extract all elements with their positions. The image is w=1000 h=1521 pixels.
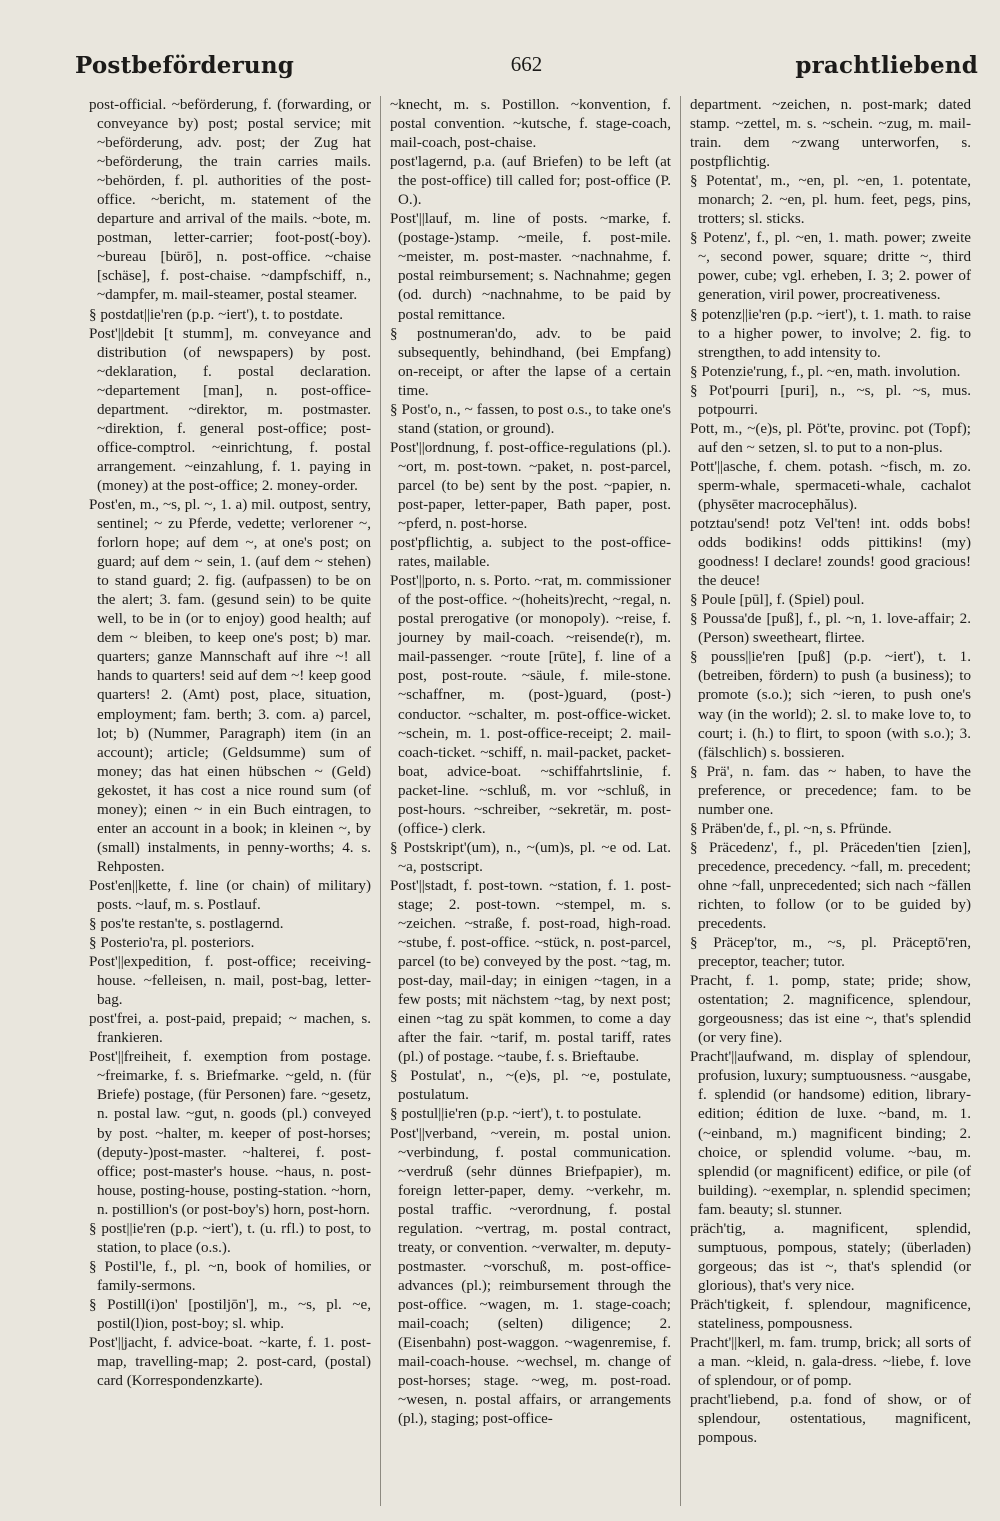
dictionary-entry: Pracht'||kerl, m. fam. trump, brick; all sorts of a man. ~kleid, n. gala-dress. ~liebe, f. love of splendour, or of pomp. xyxy=(690,1335,971,1390)
dictionary-entry: Post'||lauf, m. line of posts. ~marke, f. (postage-)stamp. ~meile, f. post-mile. ~meister, m. post-master. ~nachnahme, f. postal reimbursement; s. Nachnahme; gegen (od. durch) ~nachnahme, to be paid by postal remittance. xyxy=(390,211,671,323)
dictionary-entry: § pos'te restan'te, s. postlagernd. xyxy=(89,916,284,933)
dictionary-entry: Post'||ordnung, f. post-office-regulations (pl.). ~ort, m. post-town. ~paket, n. post-parcel, parcel (to be) sent by the post. ~papier, n. post-paper, letter-paper, Bath paper, post. ~pferd, n. post-horse. xyxy=(390,439,671,533)
dictionary-entry: Post'||expedition, f. post-office; receiving-house. ~felleisen, n. mail, post-bag, letter-bag. xyxy=(89,954,371,1009)
dictionary-entry: Post'||porto, n. s. Porto. ~rat, m. commissioner of the post-office. ~(hoheits)recht, ~regal, n. postal prerogative (or monopoly). ~reise, f. journey by mail-coach. ~reisende(r), m. mail-passenger. ~route [rūte], f. line of a post, post-route. ~säule, f. mile-stone. ~schaffner, m. (post-)guard, (post-) conductor. ~schalter, m. post-office-wicket. ~schein, m. 1. post-office-receipt; 2. mail-coach-ticket. ~schiff, n. mail-packet, packet-boat, advice-boat. ~schiffahrtslinie, f. packet-line. ~schluß, m. vor ~schluß, in post-hours. ~schreiber, ~sekretär, m. post-(office-) clerk. xyxy=(390,573,671,837)
dictionary-entry: Pracht'||aufwand, m. display of splendour, profusion, luxury; sumptuousness. ~ausgabe, f. splendid (or handsome) edition, library-edition; édition de luxe. ~band, m. 1. (~einband, m.) magnificent binding; 2. choice, or splendid volume. ~bau, m. splendid (or magnificent) edifice, or pile (of building). ~exemplar, n. splendid specimen; fam. beauty; sl. stunner. xyxy=(690,1049,971,1218)
dictionary-entry: Post'||debit [t stumm], m. conveyance and distribution (of newspapers) by post. ~deklaration, f. postal declaration. ~departement [man], n. post-office-department. ~direktor, m. postmaster. ~direktion, f. general post-office; post-office-comptrol. ~einrichtung, f. postal arrangement. ~einzahlung, f. 1. paying in (money) at the post-office; 2. money-order. xyxy=(89,325,371,494)
dictionary-entry: § Pot'pourri [puri], n., ~s, pl. ~s, mus. potpourri. xyxy=(690,382,971,418)
dictionary-entry: Pott'||asche, f. chem. potash. ~fisch, m. zo. sperm-whale, spermaceti-whale, cachalot (physēter macrocephălus). xyxy=(690,458,971,513)
dictionary-entry: department. ~zeichen, n. post-mark; dated stamp. ~zettel, m. s. ~schein. ~zug, m. mail-train. dem ~zwang unterworfen, s. postpflichtig. xyxy=(690,97,971,171)
dictionary-entry: § Post'o, n., ~ fassen, to post o.s., to take one's stand (station, or ground). xyxy=(390,401,671,437)
dictionary-entry: § postnumeran'do, adv. to be paid subsequently, behindhand, (bei Empfang) on-receipt, or after the lapse of a certain time. xyxy=(390,325,671,399)
dictionary-entry: post'frei, a. post-paid, prepaid; ~ machen, s. frankieren. xyxy=(89,1011,371,1047)
dictionary-entry: § Postulat', n., ~(e)s, pl. ~e, postulate, postulatum. xyxy=(390,1068,671,1104)
dictionary-entry: § Potenz', f., pl. ~en, 1. math. power; zweite ~, second power, square; dritte ~, third power, cube; vgl. erheben, I. 3; 2. power of generation, viril power, procreativeness. xyxy=(690,230,971,304)
dictionary-entry: § Präben'de, f., pl. ~n, s. Pfründe. xyxy=(690,820,892,837)
dictionary-entry: § Postskript'(um), n., ~(um)s, pl. ~e od. Lat. ~a, postscript. xyxy=(390,839,671,875)
dictionary-entry: präch'tig, a. magnificent, splendid, sumptuous, pompous, stately; (überladen) gorgeous; das ist ~, that's splendid (or glorious), that's very nice. xyxy=(690,1220,971,1294)
dictionary-entry: § Posterio'ra, pl. posteriors. xyxy=(89,935,255,952)
dictionary-entry: § Poussa'de [puß], f., pl. ~n, 1. love-affair; 2. (Person) sweetheart, flirtee. xyxy=(690,611,971,647)
page-number: 662 xyxy=(510,52,543,76)
header-left-catchword: Postbeförderung xyxy=(75,52,295,79)
dictionary-entry: Post'||jacht, f. advice-boat. ~karte, f. 1. post-map, travelling-map; 2. post-card, (postal) card (Korrespondenzkarte). xyxy=(89,1335,371,1390)
dictionary-entry: Post'||freiheit, f. exemption from postage. ~freimarke, f. s. Briefmarke. ~geld, n. (für Briefe) postage, (für Personen) fare. ~gesetz, n. postal law. ~gut, n. goods (pl.) conveyed by post. ~halter, m. keeper of post-horses; (deputy-)post-master. ~halterei, f. post-office; post-master's house. ~haus, n. post-house, posting-house, posting-station. ~horn, n. postillion's (or post-boy's) horn, post-horn. xyxy=(89,1049,371,1218)
dictionary-entry: § Präcep'tor, m., ~s, pl. Präceptō'ren, preceptor, teacher; tutor. xyxy=(690,935,971,971)
dictionary-entry: § postul||ie'ren (p.p. ~iert'), t. to postulate. xyxy=(390,1106,642,1123)
dictionary-entry: § Postil'le, f., pl. ~n, book of homilies, or family-sermons. xyxy=(89,1258,371,1294)
dictionary-entry: § post||ie'ren (p.p. ~iert'), t. (u. rfl.) to post, to station, to place (o.s.). xyxy=(89,1220,371,1256)
dictionary-entry: post-official. ~beförderung, f. (forwarding, or conveyance by) post; postal service; mit ~beförderung, adv. post; der Zug hat ~beförderung, the train carries mails. ~behörden, f. pl. authorities of the post-office. ~bericht, m. statement of the departure and arrival of the mails. ~bote, m. postman, letter-carrier; foot-post(-boy). ~bureau [bürō], n. post-office. ~chaise [schäse], f. post-chaise. ~dampfschiff, n., ~dampfer, m. mail-steamer, postal steamer. xyxy=(89,97,371,304)
dictionary-entry: § Potentat', m., ~en, pl. ~en, 1. potentate, monarch; 2. ~en, pl. hum. feet, pegs, pins, trotters; sl. sticks. xyxy=(690,173,971,228)
dictionary-entry: Post'en, m., ~s, pl. ~, 1. a) mil. outpost, sentry, sentinel; ~ zu Pferde, vedette; verlorener ~, forlorn hope; auf dem ~, at one's post; on guard; auf dem ~ sein, 1. (auf dem ~ stehen) to stand guard; 2. fig. (aufpassen) to be on the alert; 3. fam. (gesund sein) to be quite well, to be in (or to enjoy) good health; auf dem ~ bleiben, to keep one's post; b) mar. quarters; ganze Mannschaft auf ihre ~! all hands to quarters! seid auf dem ~! keep good quarters! 2. (Amt) post, place, situation, employment; fam. berth; 3. com. a) parcel, lot; b) (Nummer, Paragraph) item (in an account); article; (Geldsumme) sum of money; das hat einen hübschen ~ (Geld) gekostet, it has cost a nice round sum (of money); einen ~ in ein Buch eintragen, to enter an account in a book; in kleinen ~, by (small) instalments, in penny-worths; 4. s. Rehposten. xyxy=(89,496,371,875)
column-3 xyxy=(680,96,980,1506)
dictionary-entry: post'pflichtig, a. subject to the post-office-rates, mailable. xyxy=(390,535,671,571)
dictionary-entry: Pracht, f. 1. pomp, state; pride; show, ostentation; 2. magnificence, splendour, gorgeousness; das ist eine ~, that's splendid (or very fine). xyxy=(690,973,971,1047)
dictionary-entry: post'lagernd, p.a. (auf Briefen) to be left (at the post-office) till called for; post-office (P. O.). xyxy=(390,154,671,209)
column-1 xyxy=(80,96,380,1506)
dictionary-entry: § potenz||ie'ren (p.p. ~iert'), t. 1. math. to raise to a higher power, to involve; 2. fig. to strengthen, to add intensity to. xyxy=(690,306,971,361)
dictionary-entry: Präch'tigkeit, f. splendour, magnificence, stateliness, pompousness. xyxy=(690,1296,971,1332)
dictionary-entry: § Prä', n. fam. das ~ haben, to have the preference, or precedence; fam. to be number one. xyxy=(690,763,971,818)
dictionary-entry: Post'en||kette, f. line (or chain) of military) posts. ~lauf, m. s. Postlauf. xyxy=(89,877,371,913)
dictionary-entry: Post'||stadt, f. post-town. ~station, f. 1. post-stage; 2. post-town. ~stempel, m. s. ~zeichen. ~straße, f. post-road, high-road. ~stube, f. post-office. ~stück, n. post-parcel, parcel (to be) conveyed by the post. ~tag, m. post-day, mail-day; in einigen ~tagen, in a few posts; mit nächstem ~tag, by next post; einen ~tag zu spät kommen, to come a day after the fair. ~tarif, m. postal tariff, rates (pl.) of postage. ~taube, f. s. Brieftaube. xyxy=(390,877,671,1066)
dictionary-entry: § Poule [pūl], f. (Spiel) poul. xyxy=(690,592,865,609)
dictionary-entry: potztau'send! potz Vel'ten! int. odds bobs! odds bodikins! odds pittikins! (my) goodness! I declare! zounds! good gracious! the deuce! xyxy=(690,516,971,590)
dictionary-entry: § Potenzie'rung, f., pl. ~en, math. involution. xyxy=(690,363,961,380)
dictionary-entry: pracht'liebend, p.a. fond of show, or of splendour, ostentatious, magnificent, pompous. xyxy=(690,1392,971,1447)
header-right-catchword: prachtliebend xyxy=(795,52,978,79)
dictionary-entry: § Präcedenz', f., pl. Präceden'tien [zien], precedence, precedency. ~fall, m. precedent; ohne ~fall, unprecedented; sich nach ~fällen richten, to follow (or to be guided by) precedents. xyxy=(690,839,971,933)
dictionary-entry: Post'||verband, ~verein, m. postal union. ~verbindung, f. postal communication. ~verdruß (sehr dünnes Briefpapier), m. foreign letter-paper, demy. ~verkehr, m. postal traffic. ~verordnung, f. postal regulation. ~vertrag, m. postal contract, treaty, or convention. ~verwalter, m. deputy-postmaster. ~vorschuß, m. post-office-advances (pl.); reimbursement through the post-office. ~wagen, m. 1. stage-coach; mail-coach; (selten) diligence; 2. (Eisenbahn) post-waggon. ~wagenremise, f. mail-coach-house. ~wechsel, m. change of post-horses; stage. ~weg, m. post-road. ~wesen, n. postal affairs, or arrangements (pl.), staging; post-office- xyxy=(390,1125,671,1428)
dictionary-entry: § pouss||ie'ren [puß] (p.p. ~iert'), t. 1. (betreiben, fördern) to push (a business); to promote (s.o.); sich ~ieren, to push one's way (in the world); 2. sl. to make love to, to court; i. (h.) to flirt, to spoon (with s.o.); 3. (fälschlich) s. bossieren. xyxy=(690,649,971,761)
dictionary-entry: Pott, m., ~(e)s, pl. Pöt'te, provinc. pot (Topf); auf den ~ setzen, sl. to put to a non-plus. xyxy=(690,420,971,456)
dictionary-entry: ~knecht, m. s. Postillon. ~konvention, f. postal convention. ~kutsche, f. stage-coach, mail-coach, post-chaise. xyxy=(390,97,671,152)
column-2 xyxy=(380,96,680,1506)
dictionary-entry: § Postill(i)on' [postiljōn'], m., ~s, pl. ~e, postil(l)ion, post-boy; sl. whip. xyxy=(89,1296,371,1332)
text-columns xyxy=(80,96,990,1506)
dictionary-entry: § postdat||ie'ren (p.p. ~iert'), t. to postdate. xyxy=(89,306,343,323)
running-head xyxy=(75,52,978,92)
